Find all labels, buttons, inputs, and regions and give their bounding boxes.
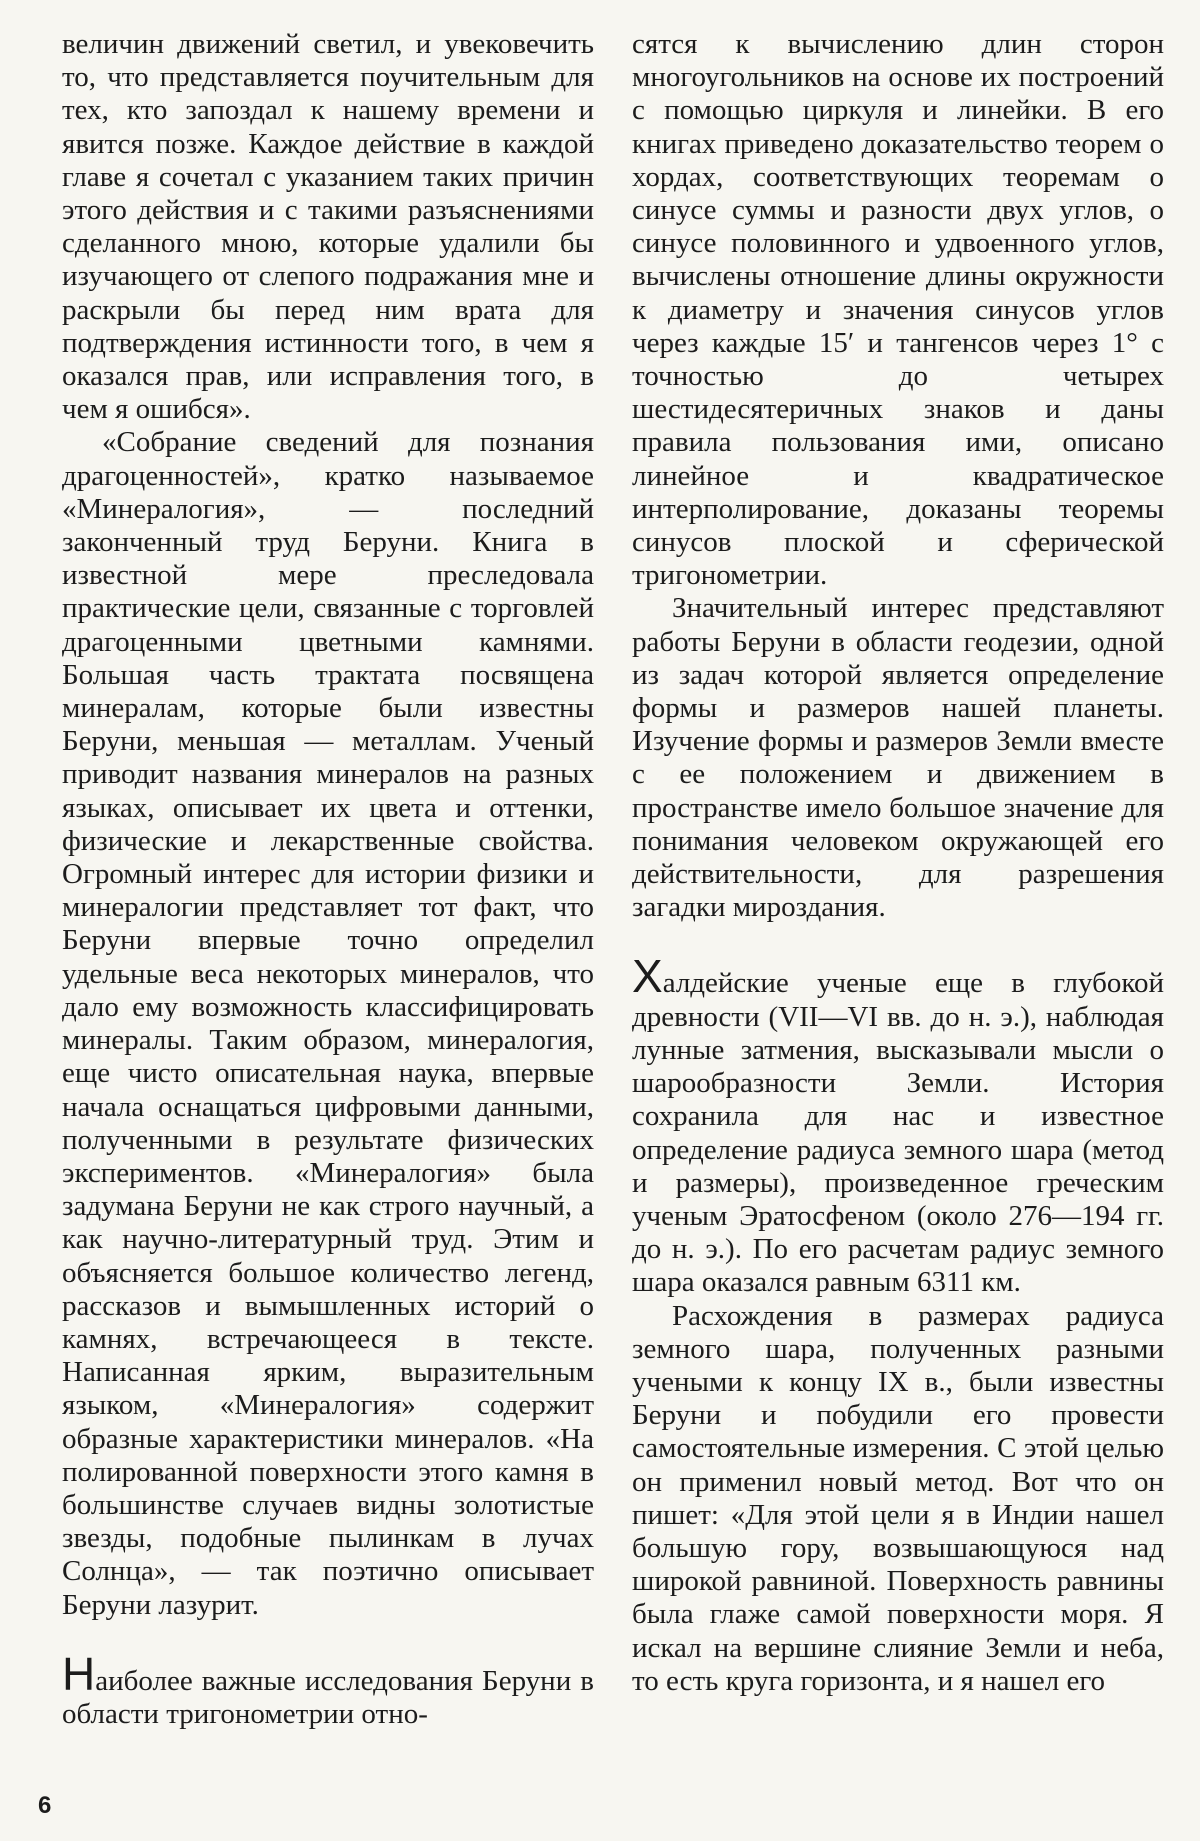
section-break (62, 1622, 594, 1658)
left-column (62, 28, 594, 1731)
paragraph: Значительный интерес представляют работы Беруни в области геодезии, одной из задач которой является определение формы и размеров нашей планеты. Изучение формы и размеров Земли вместе с ее положением и движением в пространстве имело большое значение для понимания человеком окружающей его действительности, для разрешения загадки мироздания. (632, 592, 1164, 924)
paragraph-text: алдейские ученые еще в глубокой древности (VII—VI вв. до н. э.), наблюдая лунные затмения, высказывали мысли о шарообразности Земли. История сохранила для нас и известное определение радиуса земного шара (метод и размеры), произведенное греческим ученым Эратосфеном (около 276—194 гг. до н. э.). По его расчетам радиус земного шара оказался равным 6311 км. (632, 967, 1164, 1299)
paragraph: величин движений светил, и увековечить то, что представляется поучительным для тех, кто запоздал к нашему времени и явится позже. Каждое действие в каждой главе я сочетал с указанием таких причин этого действия и с такими разъяснениями сделанного мною, которые удалили бы изучающего от слепого подражания мне и раскрыли бы перед ним врата для подтверждения истинности того, в чем я оказался прав, или исправления того, в чем я ошибся». (62, 28, 594, 426)
paragraph: Расхождения в размерах радиуса земного шара, полученных разными учеными к концу IX в., были известны Беруни и побудили его провести самостоятельные измерения. С этой целью он применил новый метод. Вот что он пишет: «Для этой цели я в Индии нашел большую гору, возвышающуюся над широкой равниной. Поверхность равнины была глаже самой поверхности моря. Я искал на вершине слияние Земли и неба, то есть круга горизонта, и я нашел его (632, 1299, 1164, 1697)
paragraph-text: аиболее важные исследования Беруни в области тригонометрии отно- (62, 1664, 594, 1730)
drop-cap: Н (62, 1647, 96, 1700)
paragraph: сятся к вычислению длин сторон многоугольников на основе их построений с помощью циркуля и линейки. В его книгах приведено доказательство теорем о хордах, соответствующих теоремам о синусе суммы и разности двух углов, о синусе половинного и удвоенного углов, вычислены отношение длины окружности к диаметру и значения синусов углов через каждые 15′ и тангенсов через 1° с точностью до четырех шестидесятеричных знаков и даны правила пользования ими, описано линейное и квадратическое интерполирование, доказаны теоремы синусов плоской и сферической тригонометрии. (632, 28, 1164, 592)
right-column (632, 28, 1164, 1698)
section-break (632, 924, 1164, 960)
paragraph (632, 950, 1164, 1299)
page-number: 6 (38, 1792, 52, 1819)
drop-cap: Х (632, 950, 663, 1003)
paragraph (62, 1647, 594, 1731)
paragraph: «Собрание сведений для познания драгоценностей», кратко называемое «Минералогия», — последний законченный труд Беруни. Книга в известной мере преследовала практические цели, связанные с торговлей драгоценными цветными камнями. Большая часть трактата посвящена минералам, которые были известны Беруни, меньшая — металлам. Ученый приводит названия минералов на разных языках, описывает их цвета и оттенки, физические и лекарственные свойства. Огромный интерес для истории физики и минералогии представляет тот факт, что Беруни впервые точно определил удельные веса некоторых минералов, что дало ему возможность классифицировать минералы. Таким образом, минералогия, еще чисто описательная наука, впервые начала оснащаться цифровыми данными, полученными в результате физических экспериментов. «Минералогия» была задумана Беруни не как строго научный, а как научно-литературный труд. Этим и объясняется большое количество легенд, рассказов и вымышленных историй о камнях, встречающееся в тексте. Написанная ярким, выразительным языком, «Минералогия» содержит образные характеристики минералов. «На полированной поверхности этого камня в большинстве случаев видны золотистые звезды, подобные пылинкам в лучах Солнца», — так поэтично описывает Беруни лазурит. (62, 426, 594, 1621)
